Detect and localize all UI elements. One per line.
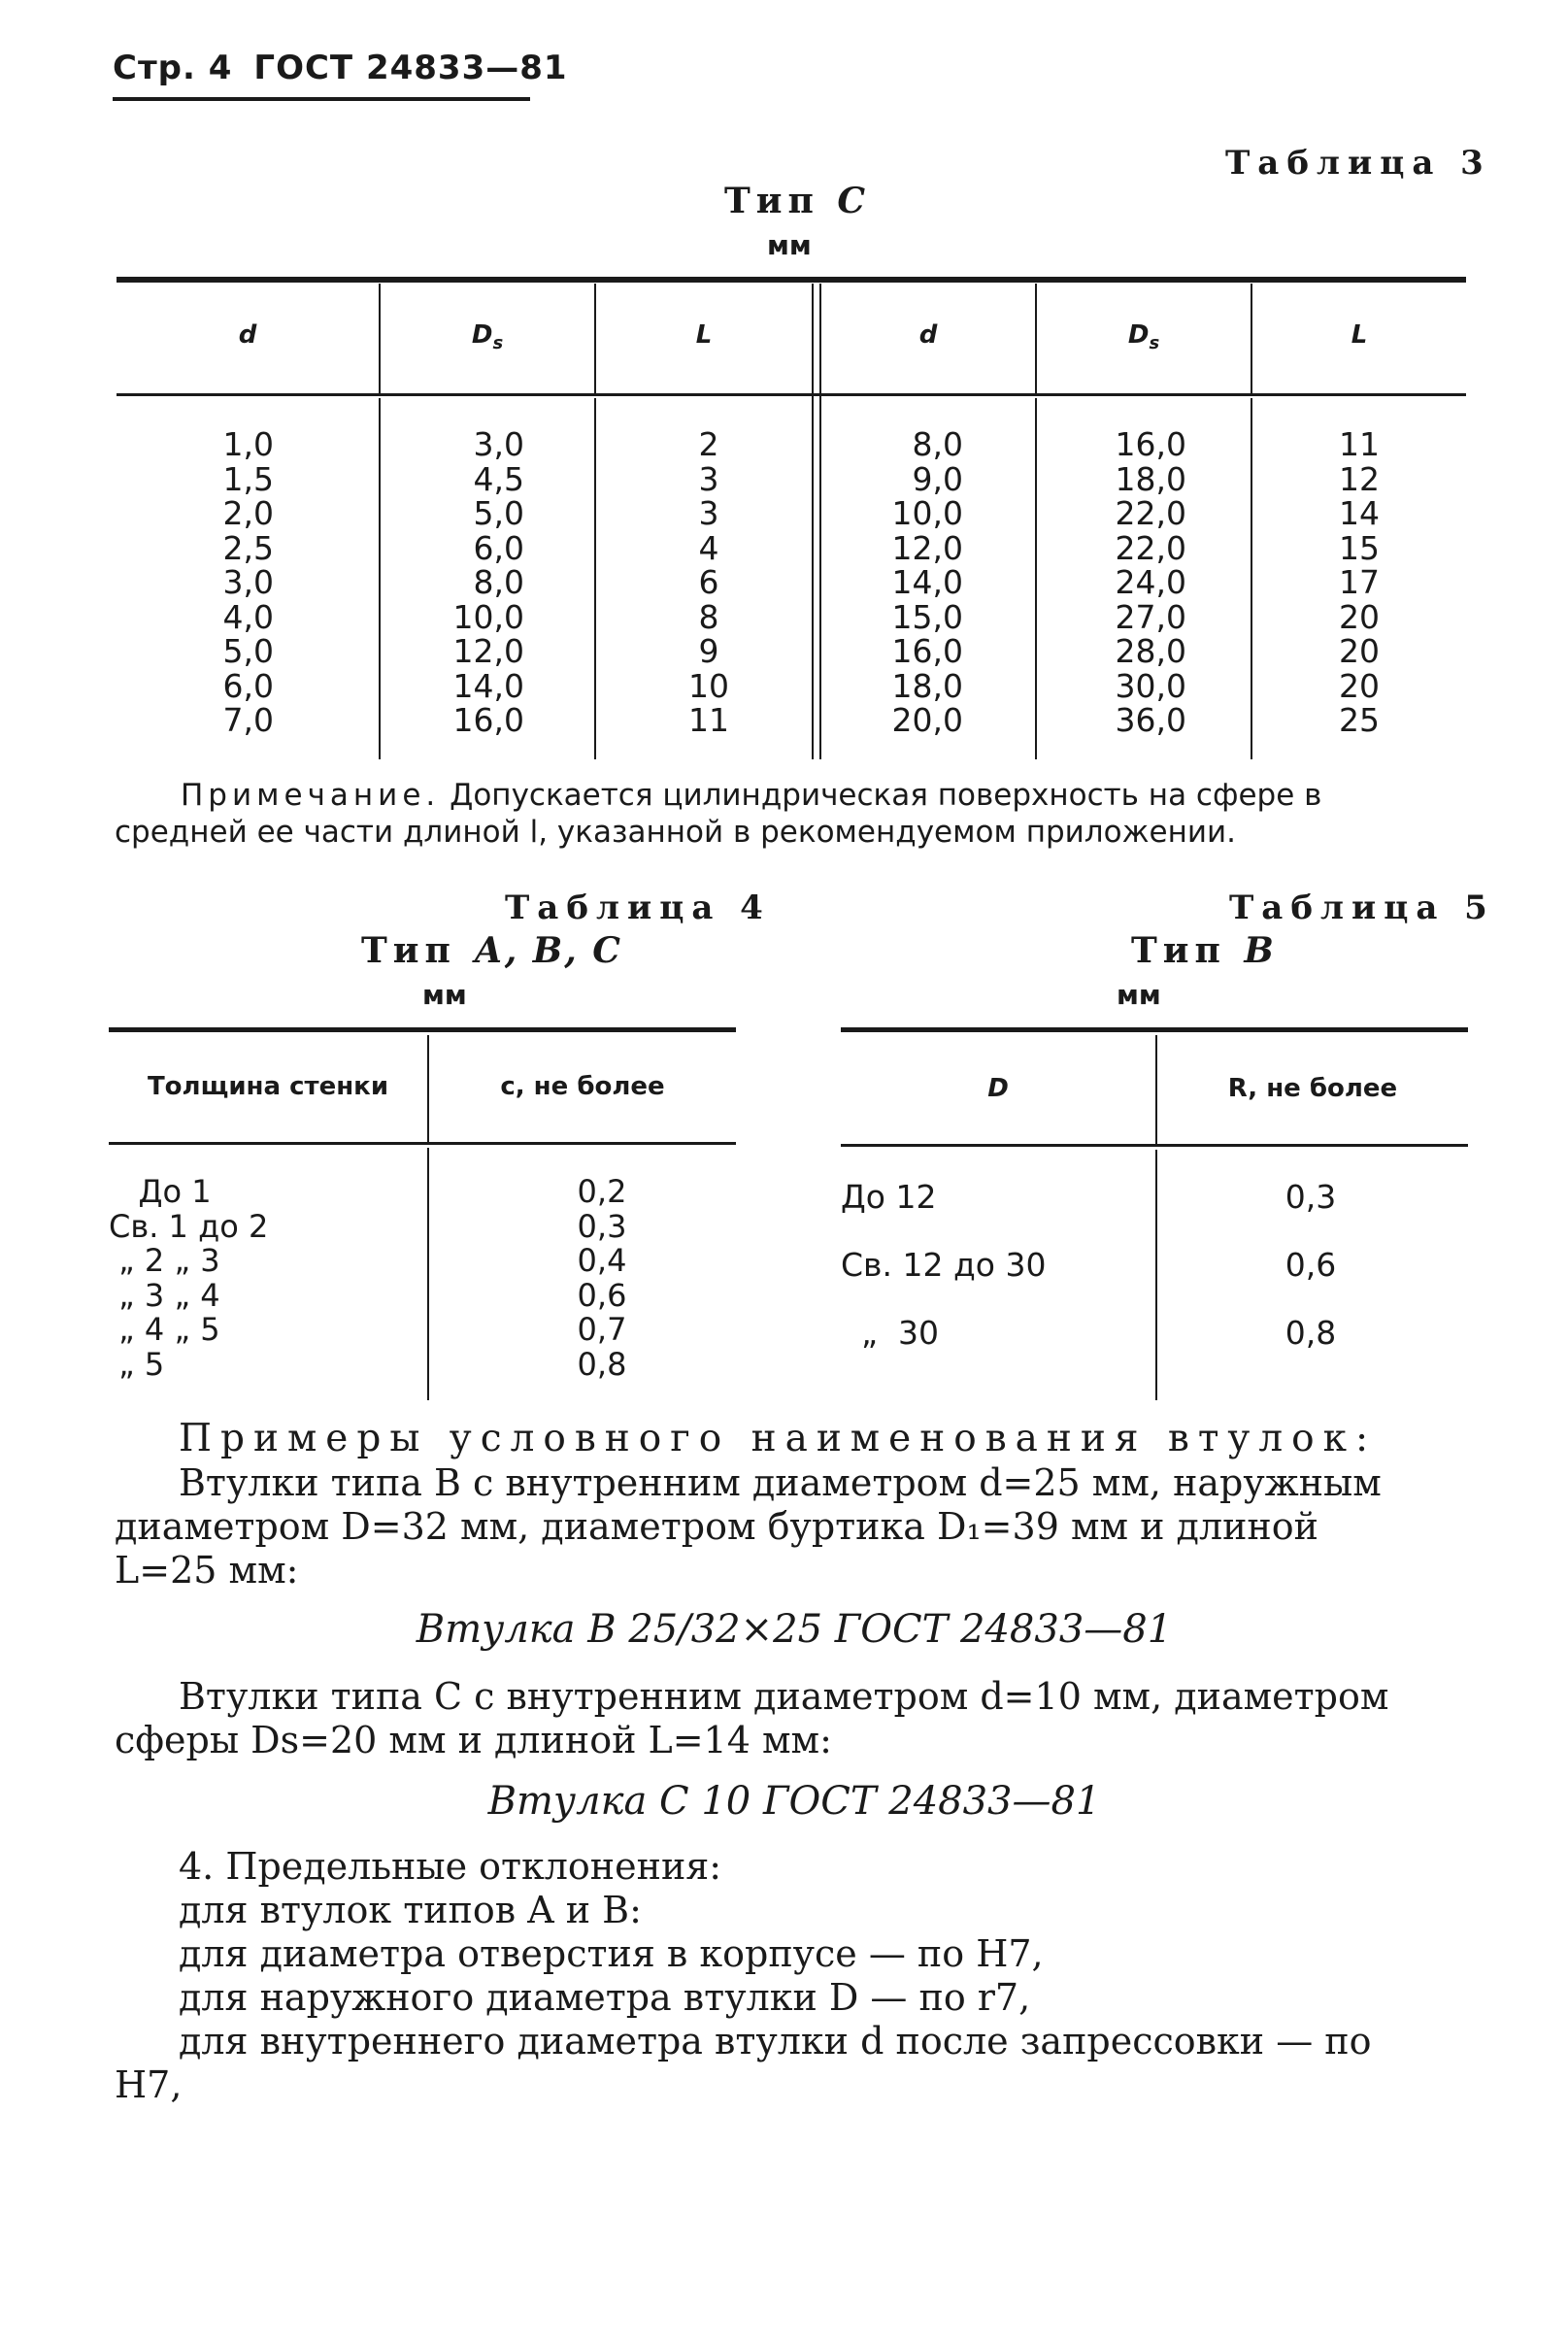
table3-col-Ds-right: 16,0 18,0 22,0 22,0 24,0 27,0 28,0 30,0 36,0	[1115, 425, 1186, 739]
table3-head-Ds-right: $D_s$	[1127, 320, 1160, 354]
example1-line1: Втулки типа B с внутренним диаметром d=25 мм, наружным	[179, 1461, 1382, 1504]
table5-head-D: D	[987, 1074, 1009, 1103]
page-number: Стр. 4	[113, 49, 233, 87]
table5-col-R: 0,3 0,6 0,8	[1284, 1178, 1337, 1352]
table3-head-L-right: L	[1351, 320, 1368, 350]
table3-head-Ds: $D_s$	[471, 320, 504, 354]
table3-unit: мм	[767, 229, 812, 261]
section4-line5: H7,	[115, 2063, 183, 2106]
table3-top-rule	[117, 277, 1466, 283]
table3-type-letter: С	[837, 181, 868, 221]
table3-head-d: d	[238, 320, 257, 350]
section4-title: 4. Предельные отклонения:	[179, 1845, 722, 1888]
standard-number: ГОСТ 24833—81	[253, 49, 568, 87]
table4-unit: мм	[422, 979, 467, 1011]
section4-line2: для диаметра отверстия в корпусе — по H7,	[179, 1932, 1044, 1975]
table5-top-rule	[841, 1027, 1468, 1032]
table3-type	[724, 181, 867, 221]
table3-vline-double	[812, 284, 814, 759]
table4-head-wall: Толщина стенки	[147, 1072, 389, 1101]
example1-line3: L=25 мм:	[115, 1549, 299, 1592]
table3-col-L-right: 11 12 14 15 17 20 20 20 25	[1339, 425, 1380, 739]
table3-note	[181, 777, 1468, 814]
example2-line1: Втулки типа C с внутренним диаметром d=10 мм, диаметром	[179, 1675, 1389, 1718]
table3-caption: Таблица 3	[1225, 144, 1491, 183]
table4-vline	[427, 1148, 429, 1400]
table4-caption: Таблица 4	[505, 889, 771, 927]
table5-col-D: До 12 Св. 12 до 30 „ 30	[841, 1178, 1047, 1352]
table3-head-L: L	[695, 320, 713, 350]
table5-type: Тип В	[1131, 930, 1276, 971]
table3-type-label: Тип	[724, 181, 819, 221]
table3-col-d: 1,0 1,5 2,0 2,5 3,0 4,0 5,0 6,0 7,0	[222, 425, 274, 739]
table4-col-wall: До 1 Св. 1 до 2 „ 2 „ 3 „ 3 „ 4 „ 4 „ 5 „ 5	[109, 1173, 269, 1383]
table3-col-Ds: 3,0 4,5 5,0 6,0 8,0 10,0 12,0 14,0 16,0	[452, 425, 524, 739]
note-line2: средней ее части длиной l, указанной в рекомендуемом приложении.	[115, 815, 1237, 850]
table5-vline	[1155, 1150, 1157, 1400]
table4-header-rule	[109, 1142, 736, 1145]
table3-col-d-right: 8,0 9,0 10,0 12,0 14,0 15,0 16,0 18,0 20,0	[891, 425, 963, 739]
table3-vline	[1251, 398, 1252, 759]
table3-head-d-right: d	[918, 320, 938, 350]
note-line1: Допускается цилиндрическая поверхность на сфере в	[450, 778, 1322, 813]
table3-header-rule	[117, 393, 1466, 396]
table3-col-L: 2 3 3 4 6 8 9 10 11	[688, 425, 729, 739]
designation-1: Втулка В 25/32×25 ГОСТ 24833—81	[416, 1607, 1173, 1652]
example1-line2: диаметром D=32 мм, диаметром буртика D₁=39 мм и длиной	[115, 1505, 1318, 1548]
section4-line1: для втулок типов A и B:	[179, 1889, 642, 1931]
table3-vline	[1035, 398, 1037, 759]
note-label: Примечание.	[181, 778, 441, 813]
table5-head-R: R, не более	[1227, 1074, 1398, 1103]
designation-2: Втулка С 10 ГОСТ 24833—81	[487, 1779, 1101, 1824]
section4-line4: для внутреннего диаметра втулки d после запрессовки — по	[179, 2020, 1372, 2062]
table4-col-c: 0,2 0,3 0,4 0,6 0,7 0,8	[577, 1173, 627, 1383]
table4-head-c: c, не более	[500, 1072, 665, 1101]
example2-line2: сферы Ds=20 мм и длиной L=14 мм:	[115, 1719, 832, 1761]
table5-caption: Таблица 5	[1229, 889, 1495, 927]
table3-vline	[379, 398, 381, 759]
table4-type: Тип А, В, С	[361, 930, 622, 971]
table4-top-rule	[109, 1027, 736, 1032]
header-rule	[113, 97, 530, 101]
section4-line3: для наружного диаметра втулки D — по r7,	[179, 1976, 1031, 2019]
table5-unit: мм	[1117, 979, 1161, 1011]
page-header	[113, 49, 589, 87]
table5-header-rule	[841, 1144, 1468, 1147]
table3-vline	[594, 398, 596, 759]
table3-vline-double	[819, 284, 821, 759]
examples-heading: Примеры условного наименования втулок:	[179, 1417, 1378, 1460]
